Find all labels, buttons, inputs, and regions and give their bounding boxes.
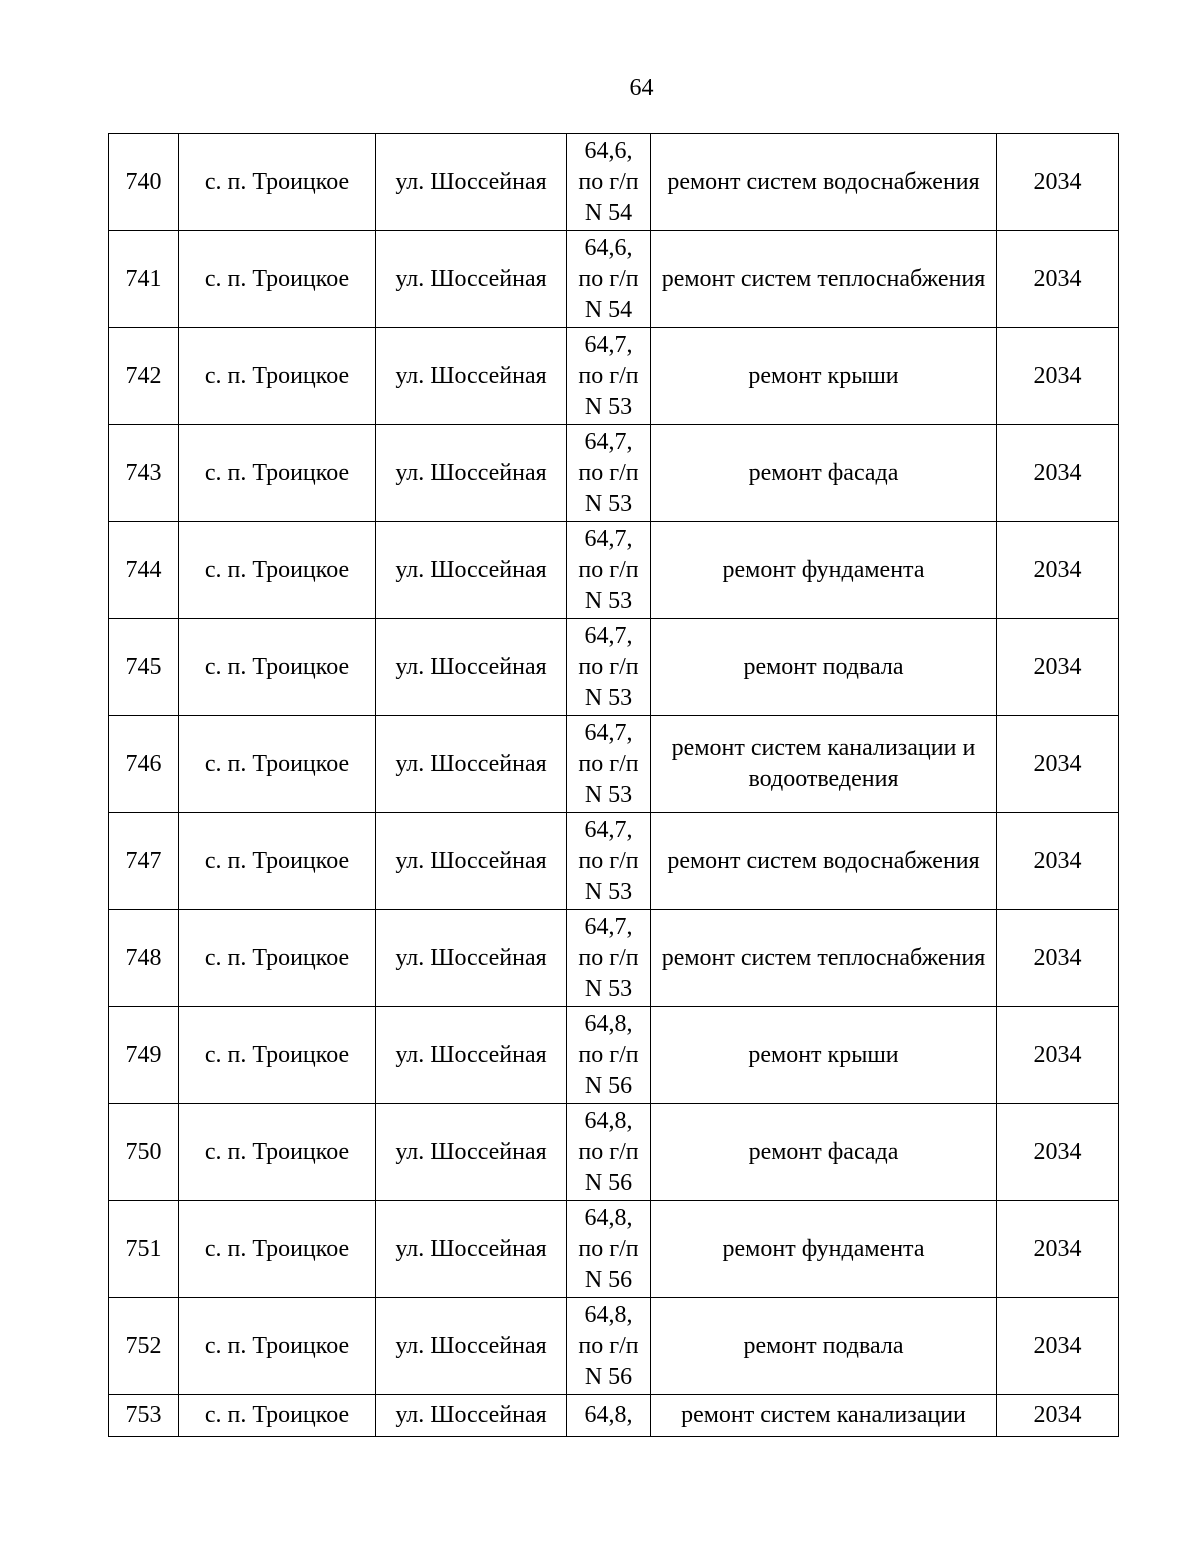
- house-cell: 64,6, по г/п N 54: [567, 134, 651, 231]
- table-row: [109, 522, 1119, 619]
- settlement-cell: с. п. Троицкое: [179, 716, 376, 813]
- row-number-cell: 741: [109, 231, 179, 328]
- year-cell: 2034: [997, 716, 1119, 813]
- row-number-cell: 743: [109, 425, 179, 522]
- street-cell: ул. Шоссейная: [376, 328, 567, 425]
- work-type-cell: ремонт систем теплоснабжения: [651, 910, 997, 1007]
- street-cell: ул. Шоссейная: [376, 231, 567, 328]
- settlement-cell: с. п. Троицкое: [179, 910, 376, 1007]
- work-type-cell: ремонт систем канализации и водоотведения: [651, 716, 997, 813]
- settlement-cell: с. п. Троицкое: [179, 1298, 376, 1395]
- house-cell: 64,8, по г/п N 56: [567, 1201, 651, 1298]
- street-cell: ул. Шоссейная: [376, 1201, 567, 1298]
- table-row: [109, 1007, 1119, 1104]
- year-cell: 2034: [997, 425, 1119, 522]
- settlement-cell: с. п. Троицкое: [179, 1007, 376, 1104]
- row-number-cell: 749: [109, 1007, 179, 1104]
- row-number-cell: 744: [109, 522, 179, 619]
- house-cell: 64,7, по г/п N 53: [567, 522, 651, 619]
- table-row: [109, 813, 1119, 910]
- street-cell: ул. Шоссейная: [376, 910, 567, 1007]
- house-cell: 64,7, по г/п N 53: [567, 716, 651, 813]
- year-cell: 2034: [997, 328, 1119, 425]
- year-cell: 2034: [997, 1007, 1119, 1104]
- settlement-cell: с. п. Троицкое: [179, 134, 376, 231]
- work-type-cell: ремонт крыши: [651, 1007, 997, 1104]
- house-cell: 64,7, по г/п N 53: [567, 328, 651, 425]
- row-number-cell: 747: [109, 813, 179, 910]
- year-cell: 2034: [997, 522, 1119, 619]
- row-number-cell: 752: [109, 1298, 179, 1395]
- work-type-cell: ремонт систем канализации: [651, 1395, 997, 1437]
- row-number-cell: 753: [109, 1395, 179, 1437]
- settlement-cell: с. п. Троицкое: [179, 1395, 376, 1437]
- house-cell: 64,8, по г/п N 56: [567, 1104, 651, 1201]
- house-cell: 64,7, по г/п N 53: [567, 910, 651, 1007]
- street-cell: ул. Шоссейная: [376, 134, 567, 231]
- year-cell: 2034: [997, 134, 1119, 231]
- settlement-cell: с. п. Троицкое: [179, 328, 376, 425]
- year-cell: 2034: [997, 231, 1119, 328]
- street-cell: ул. Шоссейная: [376, 1007, 567, 1104]
- street-cell: ул. Шоссейная: [376, 1298, 567, 1395]
- settlement-cell: с. п. Троицкое: [179, 1104, 376, 1201]
- table-row: [109, 328, 1119, 425]
- row-number-cell: 748: [109, 910, 179, 1007]
- settlement-cell: с. п. Троицкое: [179, 522, 376, 619]
- settlement-cell: с. п. Троицкое: [179, 813, 376, 910]
- house-cell: 64,7, по г/п N 53: [567, 619, 651, 716]
- work-type-cell: ремонт подвала: [651, 1298, 997, 1395]
- work-type-cell: ремонт систем теплоснабжения: [651, 231, 997, 328]
- table-row: [109, 716, 1119, 813]
- row-number-cell: 750: [109, 1104, 179, 1201]
- repair-schedule-table: [108, 133, 1119, 1437]
- work-type-cell: ремонт фундамента: [651, 522, 997, 619]
- street-cell: ул. Шоссейная: [376, 1104, 567, 1201]
- page-number: 64: [629, 75, 654, 101]
- house-cell: 64,8,: [567, 1395, 651, 1437]
- street-cell: ул. Шоссейная: [376, 1395, 567, 1437]
- settlement-cell: с. п. Троицкое: [179, 425, 376, 522]
- year-cell: 2034: [997, 1201, 1119, 1298]
- row-number-cell: 751: [109, 1201, 179, 1298]
- table-row: [109, 1104, 1119, 1201]
- table-row: [109, 1395, 1119, 1437]
- row-number-cell: 740: [109, 134, 179, 231]
- settlement-cell: с. п. Троицкое: [179, 1201, 376, 1298]
- table-row: [109, 1201, 1119, 1298]
- house-cell: 64,7, по г/п N 53: [567, 813, 651, 910]
- house-cell: 64,7, по г/п N 53: [567, 425, 651, 522]
- year-cell: 2034: [997, 1298, 1119, 1395]
- year-cell: 2034: [997, 813, 1119, 910]
- settlement-cell: с. п. Троицкое: [179, 231, 376, 328]
- table-body: [109, 134, 1119, 1437]
- work-type-cell: ремонт подвала: [651, 619, 997, 716]
- settlement-cell: с. п. Троицкое: [179, 619, 376, 716]
- street-cell: ул. Шоссейная: [376, 813, 567, 910]
- street-cell: ул. Шоссейная: [376, 716, 567, 813]
- row-number-cell: 742: [109, 328, 179, 425]
- work-type-cell: ремонт фасада: [651, 425, 997, 522]
- work-type-cell: ремонт систем водоснабжения: [651, 134, 997, 231]
- row-number-cell: 745: [109, 619, 179, 716]
- year-cell: 2034: [997, 1104, 1119, 1201]
- table-row: [109, 134, 1119, 231]
- year-cell: 2034: [997, 910, 1119, 1007]
- table-row: [109, 231, 1119, 328]
- house-cell: 64,8, по г/п N 56: [567, 1007, 651, 1104]
- work-type-cell: ремонт крыши: [651, 328, 997, 425]
- year-cell: 2034: [997, 1395, 1119, 1437]
- row-number-cell: 746: [109, 716, 179, 813]
- house-cell: 64,8, по г/п N 56: [567, 1298, 651, 1395]
- work-type-cell: ремонт фасада: [651, 1104, 997, 1201]
- work-type-cell: ремонт систем водоснабжения: [651, 813, 997, 910]
- street-cell: ул. Шоссейная: [376, 522, 567, 619]
- street-cell: ул. Шоссейная: [376, 619, 567, 716]
- house-cell: 64,6, по г/п N 54: [567, 231, 651, 328]
- table-row: [109, 1298, 1119, 1395]
- work-type-cell: ремонт фундамента: [651, 1201, 997, 1298]
- street-cell: ул. Шоссейная: [376, 425, 567, 522]
- table-row: [109, 619, 1119, 716]
- year-cell: 2034: [997, 619, 1119, 716]
- table-row: [109, 910, 1119, 1007]
- table-row: [109, 425, 1119, 522]
